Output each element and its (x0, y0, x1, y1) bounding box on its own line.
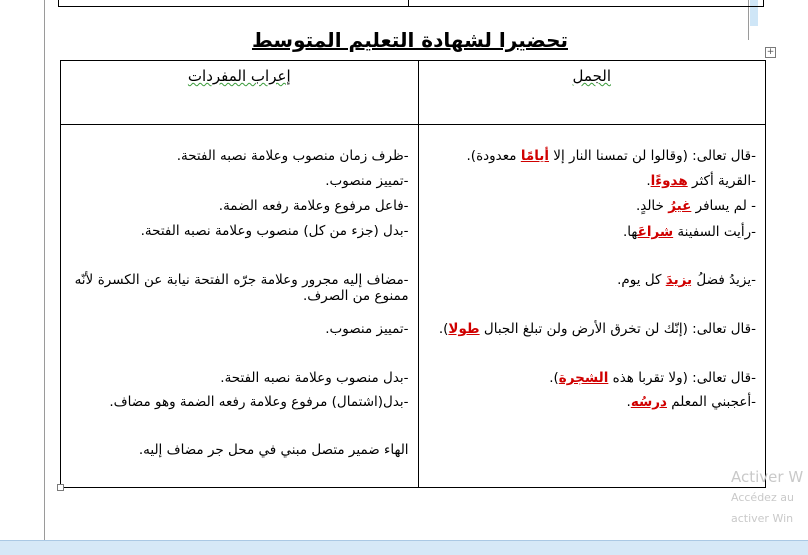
page-title: تحضيرا لشهادة التعليم المتوسط (251, 28, 568, 52)
table-resize-handle-icon[interactable] (57, 484, 64, 491)
taskbar-strip (0, 540, 808, 555)
parsing-line: -بدل(اشتمال) مرفوع وعلامة رفعه الضمة وهو مضاف. (109, 394, 409, 410)
activation-watermark-line2: Accédez au (731, 491, 794, 504)
parsing-line: -تمييز منصوب. (325, 321, 409, 337)
grammar-table (60, 60, 766, 488)
header-parsing-label: إعراب المفردات (187, 67, 291, 85)
sentences-cell[interactable] (418, 125, 765, 488)
header-parsing (61, 61, 419, 125)
parsing-cell[interactable] (61, 125, 419, 488)
sentence-line: -قال تعالى: (ولا تقربا هذه الشجرة). (549, 370, 756, 386)
sentence-line: -قال تعالى: (إنّك لن تخرق الأرض ولن تبلغ الجبال طولا). (438, 321, 756, 337)
table-body-row (61, 125, 766, 488)
table-header-row (61, 61, 766, 125)
sentence-line: -يزيدُ فضلُ يزيدَ كل يوم. (617, 272, 756, 288)
activation-watermark-line3: activer Win (731, 512, 794, 525)
sentence-line: -القرية أكثر هدوءًا. (646, 173, 756, 189)
sentence-line: -أعجبني المعلم درسُه. (626, 394, 756, 410)
header-sentences (418, 61, 765, 125)
parsing-line: -فاعل مرفوع وعلامة رفعه الضمة. (218, 198, 409, 214)
activation-watermark-title: Activer W (731, 468, 804, 486)
table-move-handle-icon[interactable]: + (766, 47, 775, 57)
parsing-line: الهاء ضمير متصل مبني في محل جر مضاف إليه. (138, 442, 409, 458)
header-sentences-label: الجمل (572, 67, 611, 85)
sentence-line: -رأيت السفينة شراعَها. (622, 224, 756, 240)
parsing-line: -بدل (جزء من كل) منصوب وعلامة نصبه الفتحة. (140, 223, 409, 239)
parsing-line: -مضاف إليه مجرور وعلامة جرّه الفتحة نيابة عن الكسرة لأنّه ممنوع من الصرف. (74, 272, 409, 304)
previous-table-fragment (58, 0, 764, 7)
page-edge-left (44, 0, 45, 554)
sentence-line: - لم يسافر غيرُ خالدٍ. (635, 198, 756, 214)
sentence-line: -قال تعالى: (وقالوا لن تمسنا النار إلا أيامًا معدودة). (466, 148, 756, 164)
parsing-line: -ظرف زمان منصوب وعلامة نصبه الفتحة. (176, 148, 409, 164)
parsing-line: -تمييز منصوب. (325, 173, 409, 189)
parsing-line: -بدل منصوب وعلامة نصبه الفتحة. (220, 370, 409, 386)
